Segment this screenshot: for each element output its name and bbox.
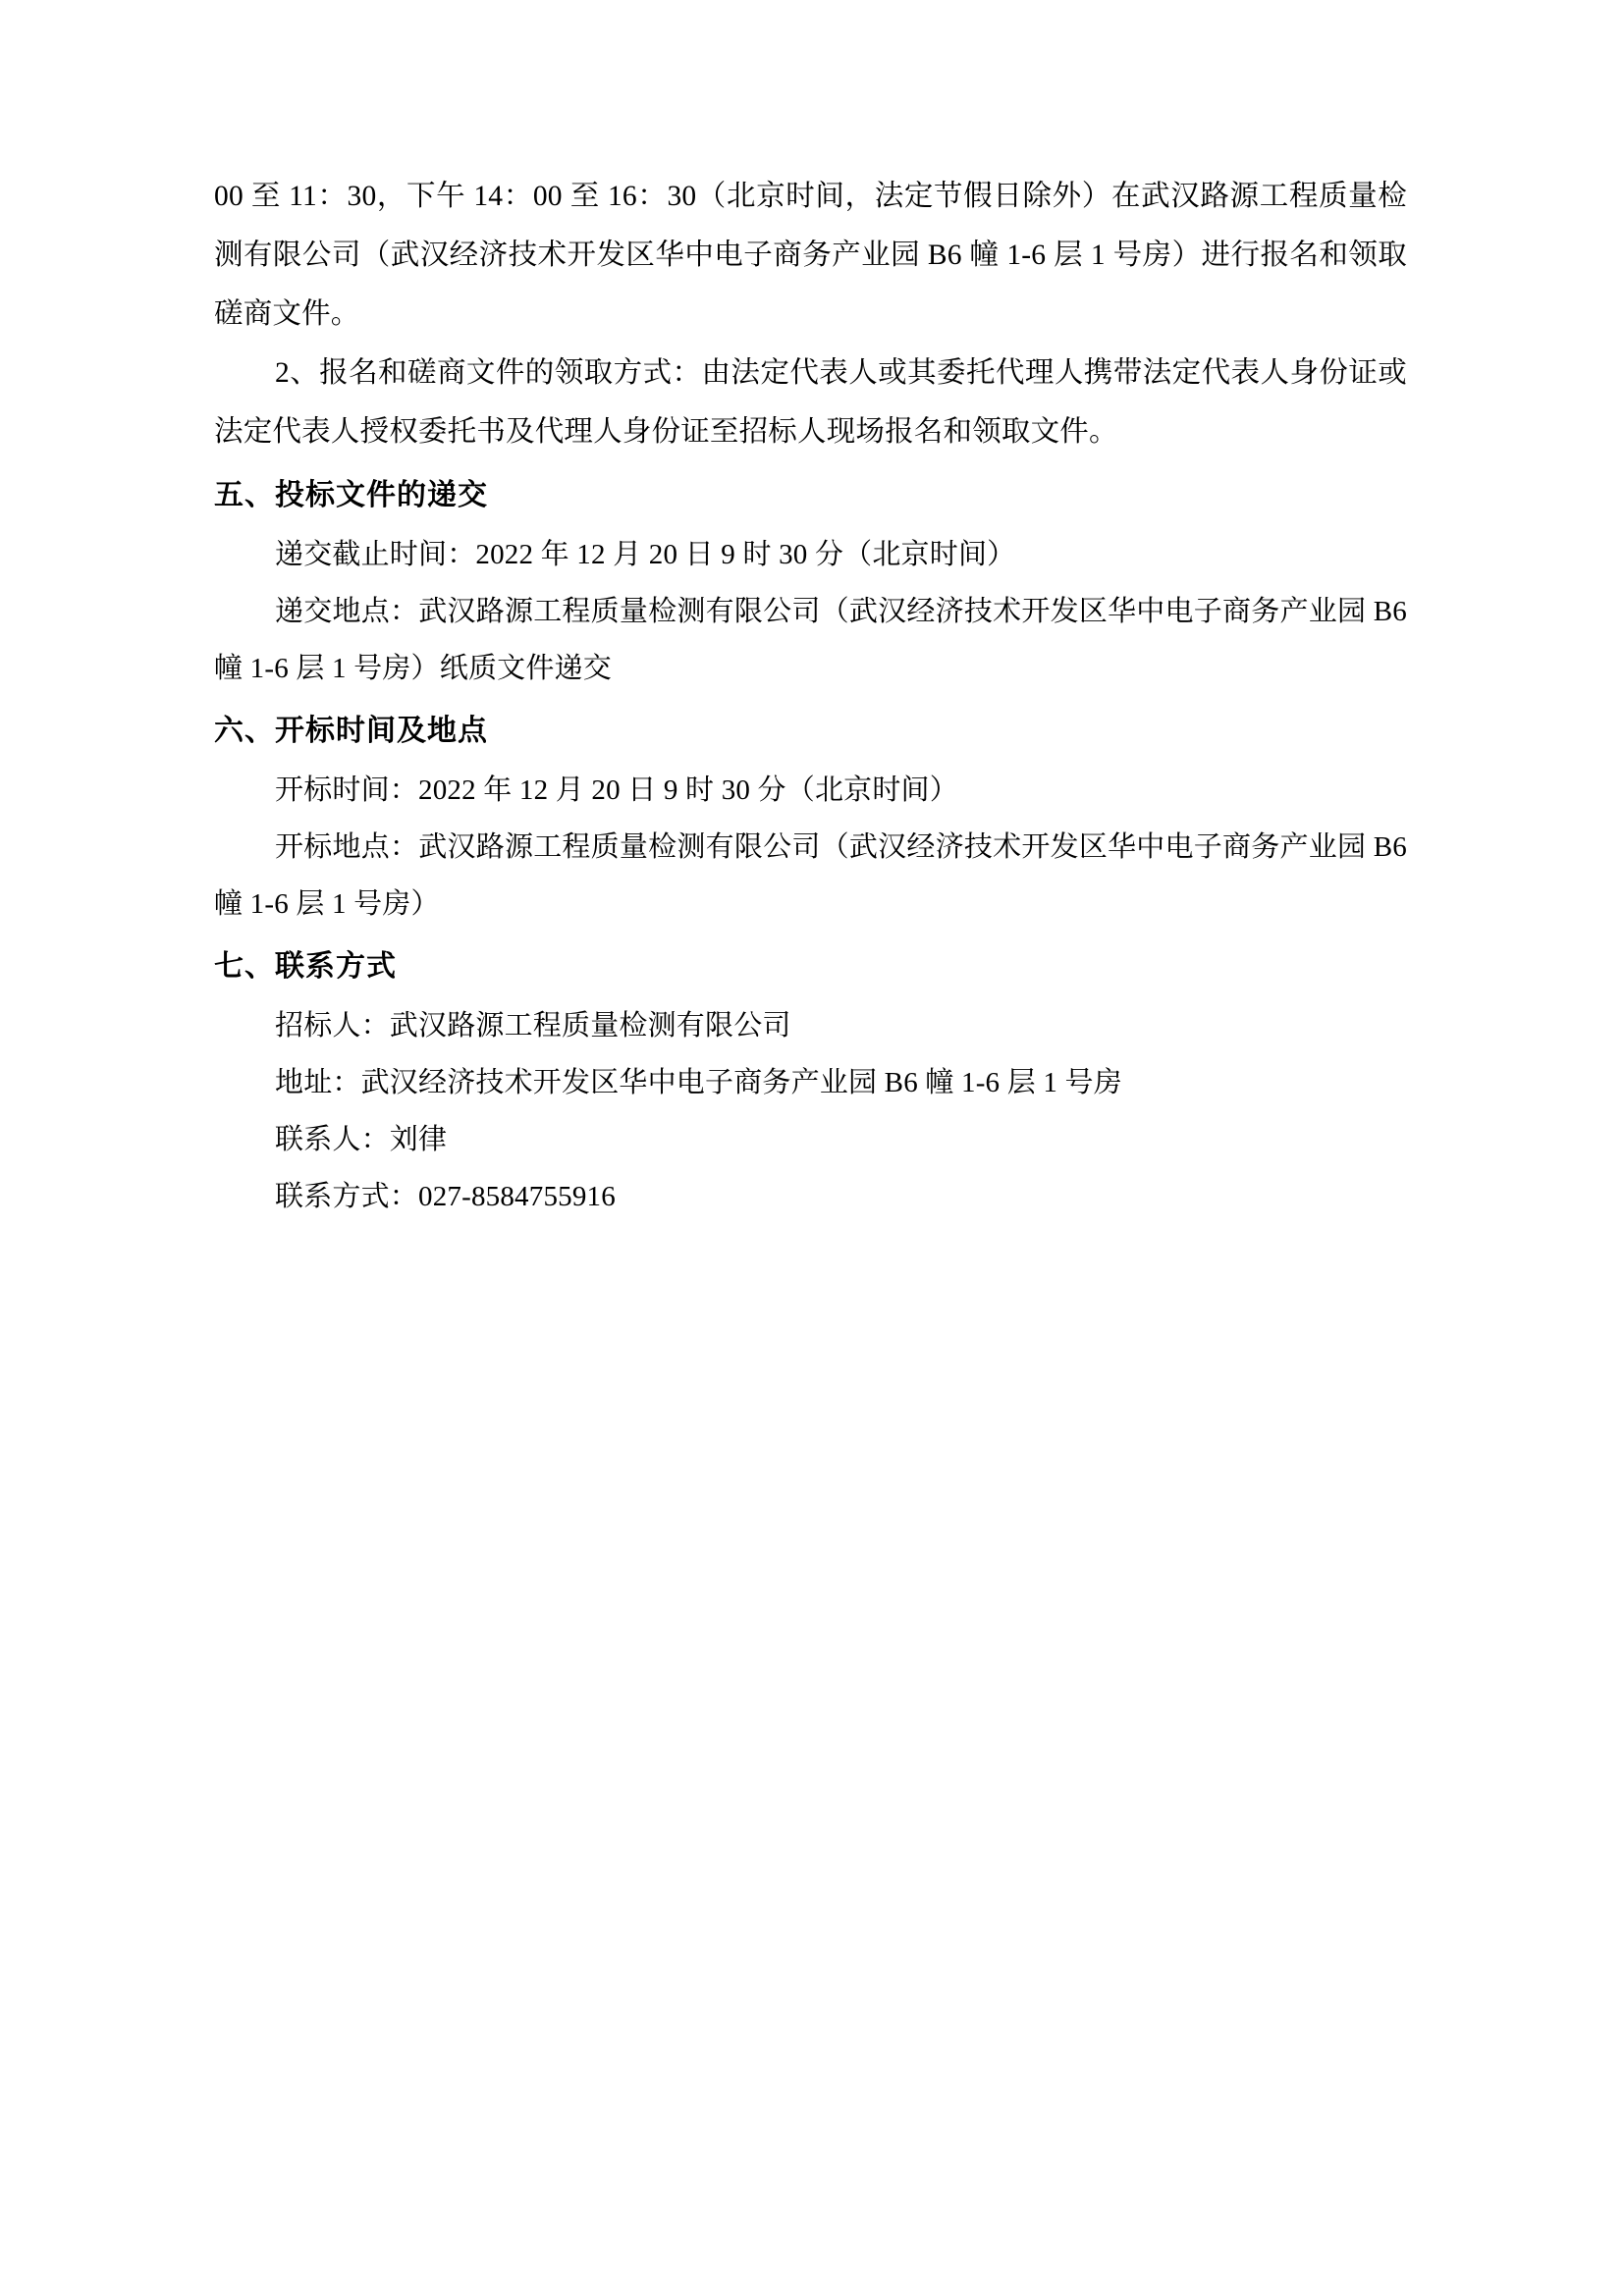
contact-phone-line: 联系方式：027-8584755916 [275,1181,616,1212]
continuation-paragraph: 00 至 11：30，下午 14：00 至 16：30（北京时间，法定节假日除外）在武汉路源工程质量检测有限公司（武汉经济技术开发区华中电子商务产业园 B6 幢 1-6 层 1 号房）进行报名和领取磋商文件。 [214,181,1407,330]
section-heading-seven: 七、联系方式 [214,950,397,983]
contact-person-line: 联系人：刘律 [275,1124,448,1155]
contact-tenderee-line: 招标人：武汉路源工程质量检测有限公司 [275,1010,791,1041]
submission-location-line: 递交地点：武汉路源工程质量检测有限公司（武汉经济技术开发区华中电子商务产业园 B6 幢 1-6 层 1 号房）纸质文件递交 [214,596,1407,684]
registration-item-2: 2、报名和磋商文件的领取方式：由法定代表人或其委托代理人携带法定代表人身份证或法定代表人授权委托书及代理人身份证至招标人现场报名和领取文件。 [214,357,1407,448]
bid-opening-location-line: 开标地点：武汉路源工程质量检测有限公司（武汉经济技术开发区华中电子商务产业园 B6 幢 1-6 层 1 号房） [214,831,1407,920]
submission-deadline-line: 递交截止时间：2022 年 12 月 20 日 9 时 30 分（北京时间） [275,539,1016,570]
document-body [214,167,1407,1225]
section-heading-six: 六、开标时间及地点 [214,715,488,747]
contact-address-line: 地址：武汉经济技术开发区华中电子商务产业园 B6 幢 1-6 层 1 号房 [275,1067,1122,1098]
section-heading-five: 五、投标文件的递交 [214,479,488,511]
bid-opening-time-line: 开标时间：2022 年 12 月 20 日 9 时 30 分（北京时间） [275,774,958,806]
